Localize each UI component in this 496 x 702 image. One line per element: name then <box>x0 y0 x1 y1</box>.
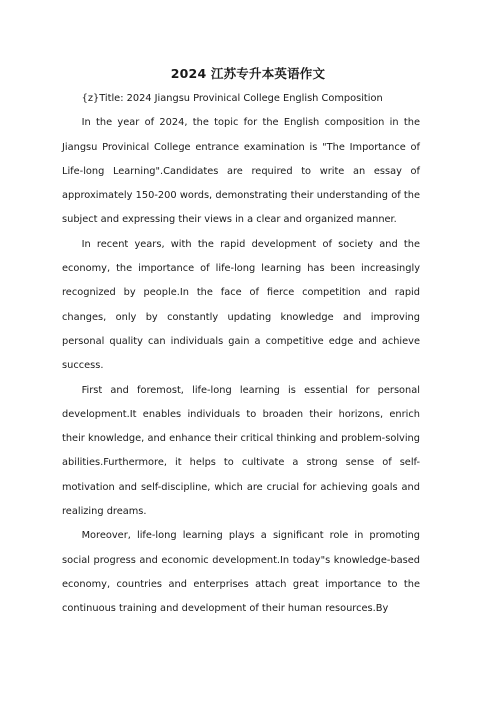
paragraph-topic: In the year of 2024, the topic for the English composition in the Jiangsu Provinical College entrance examination is "The Importance of Life-long Learning".Candidates are required to write an essay of approximately 150-200 words, demonstrating their understanding of the subject and expressing their views in a clear and organized manner. <box>62 117 420 226</box>
paragraph-personal-development: First and foremost, life-long learning is essential for personal development.It enables individuals to broaden their horizons, enrich their knowledge, and enhance their critical thinking and problem-solving abilities.Furthermore, it helps to cultivate a strong sense of self-motivation and self-discipline, which are crucial for achieving goals and realizing dreams. <box>62 384 420 518</box>
document-body <box>62 87 420 622</box>
paragraph-social-progress: Moreover, life-long learning plays a significant role in promoting social progress and economic development.In today"s knowledge-based economy, countries and enterprises attach great importance to the continuous training and development of their human resources.By <box>62 530 420 615</box>
document-title: 2024 江苏专升本英语作文 <box>170 66 326 81</box>
paragraph-heading-line: {z}Title: 2024 Jiangsu Provinical College English Composition <box>81 93 383 104</box>
paragraph-recent-years: In recent years, with the rapid development of society and the economy, the importance of life-long learning has been increasingly recognized by people.In the face of fierce competition and rapid changes, only by constantly updating knowledge and improving personal quality can individuals gain a competitive edge and achieve success. <box>62 238 420 372</box>
